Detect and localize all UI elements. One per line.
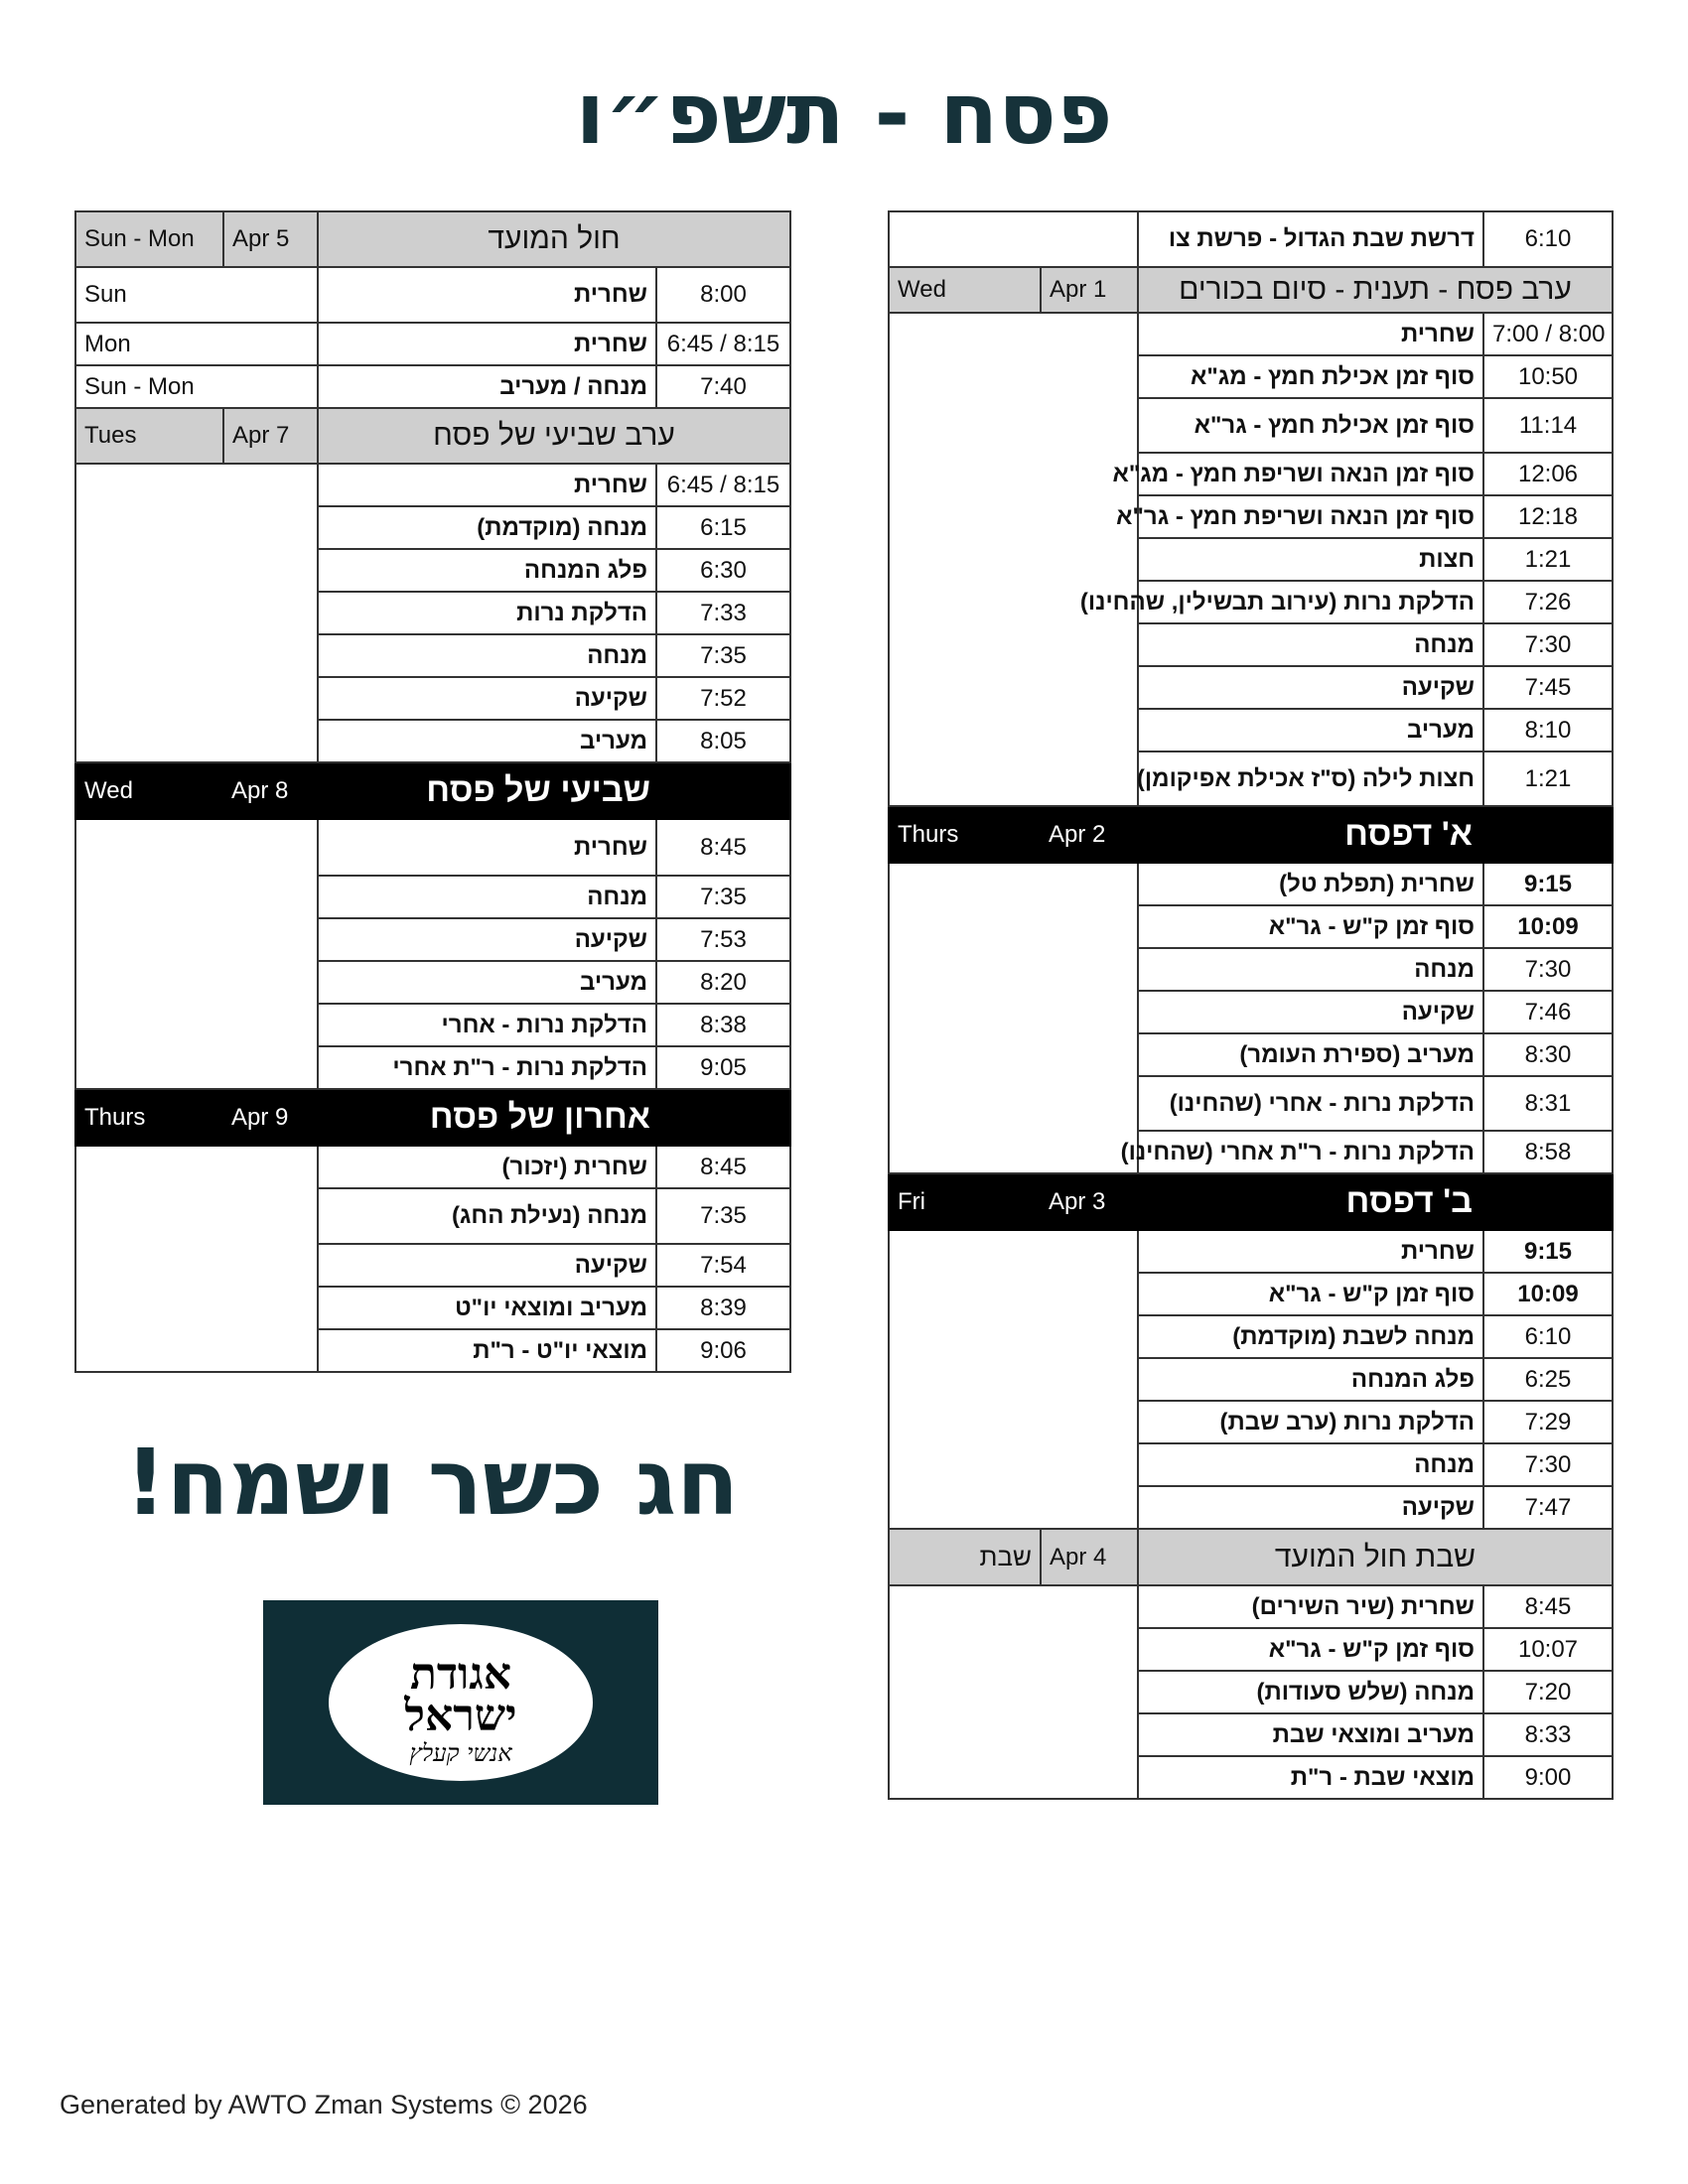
schedule-time: 8:45 (656, 819, 790, 876)
day-header-date: Apr 8 (223, 762, 318, 819)
schedule-time: 7:35 (656, 876, 790, 918)
schedule-label: מנחה (318, 876, 656, 918)
schedule-label: סוף זמן אכילת חמץ - מג"א (1138, 355, 1483, 398)
schedule-time: 9:15 (1483, 1230, 1613, 1273)
logo-line-2: ישראל (404, 1691, 517, 1741)
schedule-time: 9:15 (1483, 863, 1613, 905)
schedule-label: מנחה (שלש סעודות) (1138, 1671, 1483, 1713)
day-header-title: חול המועד (318, 211, 790, 267)
row-weekday: Mon (75, 323, 318, 365)
holiday-greeting: חג כשר ושמח! (124, 1430, 740, 1536)
day-header-weekday: שבת (889, 1529, 1041, 1585)
blank-day-cell (889, 1585, 1138, 1799)
schedule-time: 7:35 (656, 1188, 790, 1244)
schedule-time: 7:33 (656, 592, 790, 634)
schedule-label: שחרית (תפלת טל) (1138, 863, 1483, 905)
schedule-label: חצות לילה (ס"ז אכילת אפיקומן) (1138, 751, 1483, 806)
schedule-row (75, 1146, 790, 1188)
schedule-time: 7:47 (1483, 1486, 1613, 1529)
day-header-row (75, 211, 790, 267)
day-header-weekday: Sun - Mon (75, 211, 223, 267)
schedule-time: 6:15 (656, 506, 790, 549)
schedule-label: מנחה / מעריב (318, 365, 656, 408)
schedule-time: 8:39 (656, 1287, 790, 1329)
schedule-time: 8:33 (1483, 1713, 1613, 1756)
schedule-label: מנחה (1138, 948, 1483, 991)
schedule-time: 8:58 (1483, 1131, 1613, 1173)
day-header-weekday: Wed (75, 762, 223, 819)
schedule-label: שחרית (318, 267, 656, 323)
schedule-time: 9:00 (1483, 1756, 1613, 1799)
schedule-label: מנחה (1138, 623, 1483, 666)
day-header-weekday: Tues (75, 408, 223, 464)
day-header-row (75, 408, 790, 464)
day-header-title: שביעי של פסח (318, 762, 790, 819)
schedule-row (75, 267, 790, 323)
logo-line-1: אגודת (409, 1649, 512, 1700)
day-header-date: Apr 1 (1041, 267, 1138, 313)
schedule-label: שחרית (318, 464, 656, 506)
schedule-label: דרשת שבת הגדול - פרשת צו (1138, 211, 1483, 267)
schedule-time: 8:00 (656, 267, 790, 323)
schedule-row (75, 323, 790, 365)
schedule-time: 10:09 (1483, 905, 1613, 948)
day-header-title: אחרון של פסח (318, 1089, 790, 1146)
schedule-time: 11:14 (1483, 398, 1613, 453)
schedule-label: שחרית (318, 819, 656, 876)
day-header-date: Apr 5 (223, 211, 318, 267)
schedule-label: מעריב (318, 720, 656, 762)
schedule-table-left (74, 210, 791, 1373)
schedule-label: הדלקת נרות - ר"ת אחרי (שהחינו) (1138, 1131, 1483, 1173)
schedule-time: 7:54 (656, 1244, 790, 1287)
schedule-row (889, 1230, 1613, 1273)
schedule-label: שקיעה (1138, 666, 1483, 709)
schedule-label: סוף זמן הנאה ושריפת חמץ - גר"א (1138, 495, 1483, 538)
schedule-label: סוף זמן ק"ש - גר"א (1138, 1628, 1483, 1671)
day-header-title: ערב פסח - תענית - סיום בכורים (1138, 267, 1613, 313)
schedule-label: הדלקת נרות - אחרי (318, 1004, 656, 1046)
schedule-label: שחרית (יזכור) (318, 1146, 656, 1188)
schedule-time: 10:50 (1483, 355, 1613, 398)
schedule-label: מנחה לשבת (מוקדמת) (1138, 1315, 1483, 1358)
schedule-time: 7:30 (1483, 948, 1613, 991)
schedule-time: 8:05 (656, 720, 790, 762)
schedule-label: הדלקת נרות (318, 592, 656, 634)
schedule-time: 8:45 (656, 1146, 790, 1188)
schedule-label: סוף זמן ק"ש - גר"א (1138, 1273, 1483, 1315)
schedule-time: 10:09 (1483, 1273, 1613, 1315)
day-header-date: Apr 4 (1041, 1529, 1138, 1585)
schedule-label: מנחה (מוקדמת) (318, 506, 656, 549)
schedule-label: שחרית (318, 323, 656, 365)
schedule-label: מעריב (1138, 709, 1483, 751)
schedule-label: סוף זמן הנאה ושריפת חמץ - מג"א (1138, 453, 1483, 495)
blank-day-cell (75, 1146, 318, 1372)
schedule-time: 10:07 (1483, 1628, 1613, 1671)
schedule-label: שקיעה (318, 1244, 656, 1287)
footer-credit: Generated by AWTO Zman Systems © 2026 (60, 2090, 588, 2119)
day-header-row (889, 1529, 1613, 1585)
schedule-time: 7:29 (1483, 1401, 1613, 1443)
agudath-israel-logo (263, 1600, 658, 1805)
schedule-label: שקיעה (318, 918, 656, 961)
schedule-time: 9:05 (656, 1046, 790, 1089)
row-weekday: Sun (75, 267, 318, 323)
schedule-time: 6:45 / 8:15 (656, 464, 790, 506)
schedule-label: שקיעה (1138, 1486, 1483, 1529)
schedule-label: הדלקת נרות - ר"ת אחרי (318, 1046, 656, 1089)
day-header-row (889, 806, 1613, 863)
day-header-title: שבת חול המועד (1138, 1529, 1613, 1585)
schedule-column-left (74, 210, 789, 1373)
day-header-row (889, 267, 1613, 313)
schedule-time: 6:25 (1483, 1358, 1613, 1401)
schedule-time: 8:10 (1483, 709, 1613, 751)
schedule-time: 12:18 (1483, 495, 1613, 538)
day-header-date: Apr 2 (1041, 806, 1138, 863)
schedule-time: 7:40 (656, 365, 790, 408)
logo-line-3: אנשי קעלץ (409, 1739, 512, 1767)
schedule-label: מעריב ומוצאי שבת (1138, 1713, 1483, 1756)
schedule-label: פלג המנחה (1138, 1358, 1483, 1401)
schedule-row (75, 365, 790, 408)
schedule-time: 7:53 (656, 918, 790, 961)
schedule-table-right (888, 210, 1614, 1800)
blank-day-cell (889, 313, 1138, 806)
day-header-date: Apr 3 (1041, 1173, 1138, 1230)
day-header-row (75, 762, 790, 819)
blank-day-cell (889, 863, 1138, 1173)
schedule-time: 8:45 (1483, 1585, 1613, 1628)
schedule-row (75, 819, 790, 876)
day-header-title: ערב שביעי של פסח (318, 408, 790, 464)
schedule-label: שקיעה (1138, 991, 1483, 1033)
schedule-row (889, 211, 1613, 267)
schedule-time: 7:52 (656, 677, 790, 720)
schedule-time: 6:10 (1483, 1315, 1613, 1358)
day-header-weekday: Wed (889, 267, 1041, 313)
schedule-label: הדלקת נרות (עירוב תבשילין, שהחינו) (1138, 581, 1483, 623)
schedule-label: מוצאי יו"ט - ר"ת (318, 1329, 656, 1372)
day-header-title: ב' דפסח (1138, 1173, 1613, 1230)
day-header-date: Apr 9 (223, 1089, 318, 1146)
schedule-label: מעריב ומוצאי יו"ט (318, 1287, 656, 1329)
schedule-label: מעריב (ספירת העומר) (1138, 1033, 1483, 1076)
schedule-time: 6:30 (656, 549, 790, 592)
schedule-time: 7:30 (1483, 1443, 1613, 1486)
schedule-time: 8:31 (1483, 1076, 1613, 1131)
schedule-time: 8:38 (656, 1004, 790, 1046)
schedule-time: 7:00 / 8:00 (1483, 313, 1613, 355)
schedule-row (889, 1585, 1613, 1628)
schedule-time: 7:35 (656, 634, 790, 677)
day-header-row (75, 1089, 790, 1146)
schedule-time: 1:21 (1483, 538, 1613, 581)
day-header-weekday: Thurs (889, 806, 1041, 863)
schedule-time: 1:21 (1483, 751, 1613, 806)
schedule-time: 7:26 (1483, 581, 1613, 623)
schedule-time: 6:45 / 8:15 (656, 323, 790, 365)
day-header-row (889, 1173, 1613, 1230)
schedule-label: מנחה (נעילת החג) (318, 1188, 656, 1244)
row-weekday (889, 211, 1138, 267)
schedule-label: סוף זמן אכילת חמץ - גר"א (1138, 398, 1483, 453)
day-header-date: Apr 7 (223, 408, 318, 464)
blank-day-cell (889, 1230, 1138, 1529)
blank-day-cell (75, 819, 318, 1089)
schedule-label: מעריב (318, 961, 656, 1004)
schedule-label: פלג המנחה (318, 549, 656, 592)
schedule-label: שחרית (שיר השירים) (1138, 1585, 1483, 1628)
schedule-row (889, 313, 1613, 355)
schedule-label: מנחה (1138, 1443, 1483, 1486)
schedule-label: מנחה (318, 634, 656, 677)
schedule-label: שקיעה (318, 677, 656, 720)
schedule-label: מוצאי שבת - ר"ת (1138, 1756, 1483, 1799)
schedule-time: 7:46 (1483, 991, 1613, 1033)
day-header-weekday: Thurs (75, 1089, 223, 1146)
schedule-time: 7:30 (1483, 623, 1613, 666)
row-weekday: Sun - Mon (75, 365, 318, 408)
schedule-time: 8:20 (656, 961, 790, 1004)
schedule-label: הדלקת נרות (ערב שבת) (1138, 1401, 1483, 1443)
schedule-label: חצות (1138, 538, 1483, 581)
schedule-time: 7:45 (1483, 666, 1613, 709)
schedule-label: סוף זמן ק"ש - גר"א (1138, 905, 1483, 948)
schedule-label: שחרית (1138, 1230, 1483, 1273)
blank-day-cell (75, 464, 318, 762)
schedule-row (75, 464, 790, 506)
schedule-time: 9:06 (656, 1329, 790, 1372)
day-header-title: א' דפסח (1138, 806, 1613, 863)
schedule-time: 7:20 (1483, 1671, 1613, 1713)
page-title: פסח - תשפ״ו (575, 65, 1113, 164)
day-header-weekday: Fri (889, 1173, 1041, 1230)
schedule-row (889, 863, 1613, 905)
schedule-column-right (888, 210, 1612, 1800)
schedule-time: 12:06 (1483, 453, 1613, 495)
schedule-label: שחרית (1138, 313, 1483, 355)
schedule-time: 6:10 (1483, 211, 1613, 267)
schedule-label: הדלקת נרות - אחרי (שהחינו) (1138, 1076, 1483, 1131)
schedule-time: 8:30 (1483, 1033, 1613, 1076)
